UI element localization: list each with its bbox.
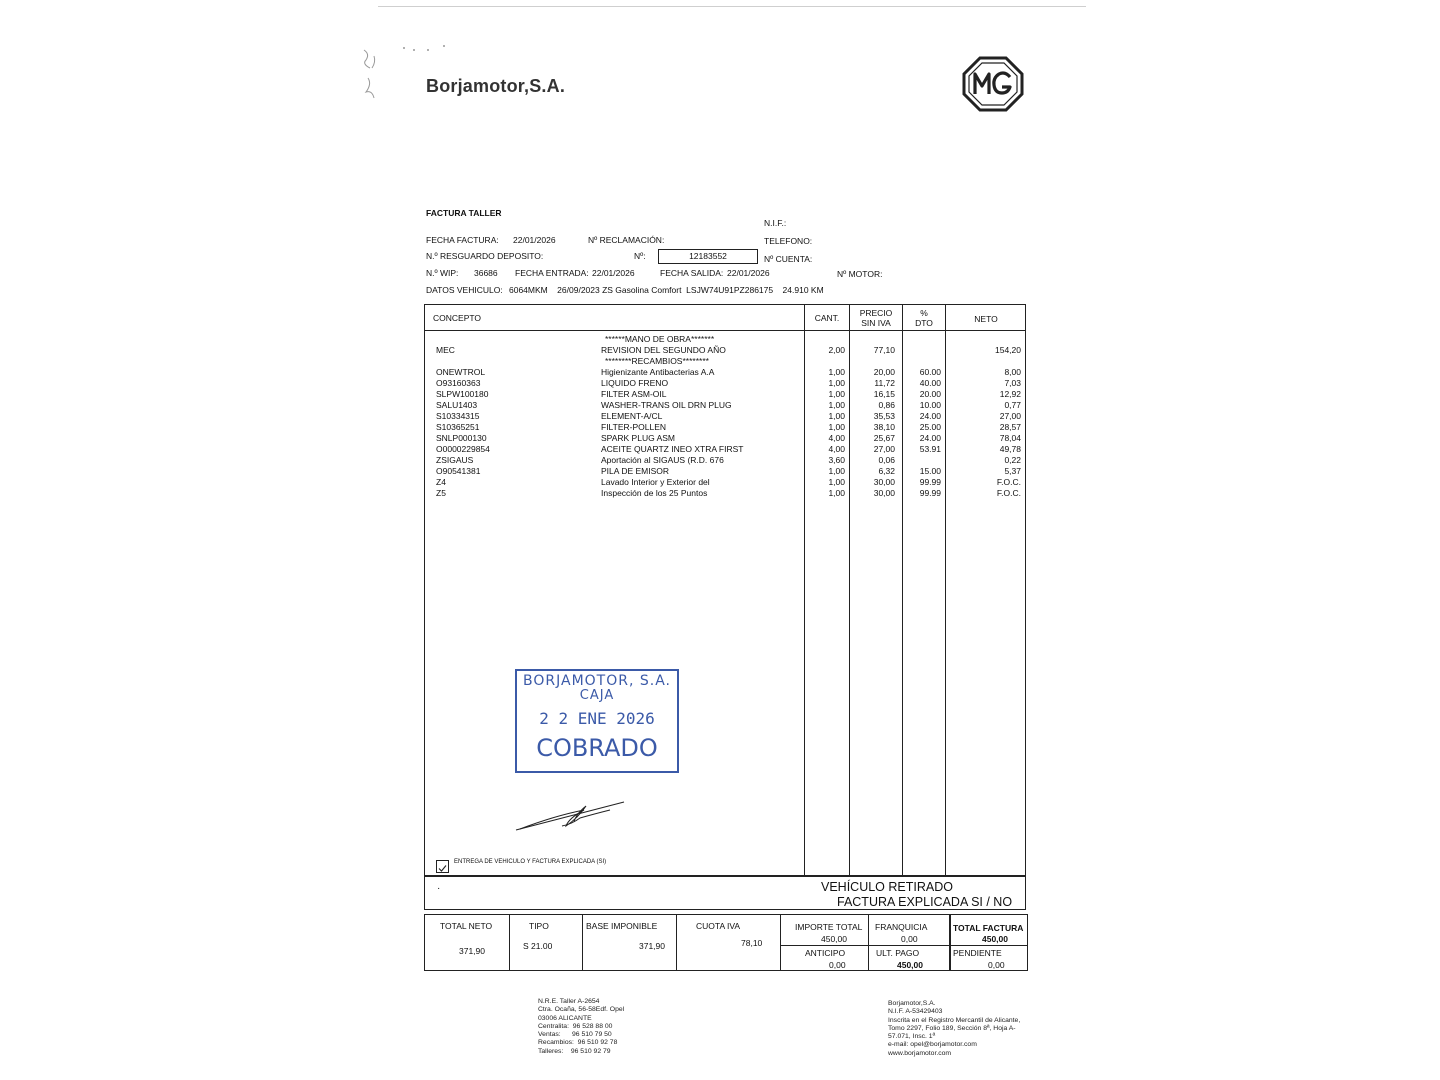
- ult-pago-value: 450,00: [897, 960, 923, 970]
- total-neto-label: TOTAL NETO: [440, 921, 493, 931]
- total-neto-value: 371,90: [459, 946, 485, 956]
- anticipo-value: 0,00: [829, 960, 846, 970]
- table-row: ONEWTROL Higienizante Antibacterias A.A 1,00 20,00 60.00 8,00: [436, 367, 1021, 377]
- numero-value: 12183552: [658, 249, 758, 264]
- dot-mark: ·: [437, 883, 441, 894]
- base-value: 371,90: [639, 941, 665, 951]
- numero-label: Nº:: [634, 251, 646, 261]
- fecha-factura-value: 22/01/2026: [513, 235, 556, 245]
- header-neto: NETO: [974, 314, 998, 324]
- tipo-value: S 21.00: [523, 941, 553, 951]
- cuota-label: CUOTA IVA: [696, 921, 741, 931]
- factura-explicada: FACTURA EXPLICADA SI / NO: [837, 895, 1013, 909]
- header-dto: % DTO: [915, 308, 933, 328]
- check-icon: [437, 863, 448, 874]
- header-cant: CANT.: [814, 313, 840, 323]
- franquicia-label: FRANQUICIA: [875, 922, 928, 932]
- mg-logo-icon: [962, 56, 1024, 112]
- resguardo-label: N.º RESGUARDO DEPOSITO:: [426, 251, 544, 261]
- fecha-salida-value: 22/01/2026: [727, 268, 770, 278]
- total-factura-label: TOTAL FACTURA: [953, 923, 1024, 933]
- importe-label: IMPORTE TOTAL: [795, 922, 863, 932]
- fecha-factura-label: FECHA FACTURA:: [426, 235, 499, 245]
- cuenta-label: Nº CUENTA:: [764, 254, 813, 264]
- reclamacion-label: Nº RECLAMACIÓN:: [588, 235, 665, 245]
- header-precio: PRECIO SIN IVA: [859, 308, 893, 328]
- total-factura-value: 450,00: [982, 934, 1008, 944]
- anticipo-label: ANTICIPO: [805, 948, 846, 958]
- tipo-label: TIPO: [529, 921, 549, 931]
- telefono-label: TELEFONO:: [764, 236, 813, 246]
- base-label: BASE IMPONIBLE: [586, 921, 658, 931]
- table-row: ZSIGAUS Aportación al SIGAUS (R.D. 676 3,60 0,06 0,22: [436, 455, 1021, 465]
- wip-value: 36686: [474, 268, 498, 278]
- section-mano-obra: ******MANO DE OBRA*******: [605, 334, 715, 344]
- motor-label: Nº MOTOR:: [837, 269, 883, 279]
- footer-company-info: Borjamotor,S.A. N.I.F. A-53429403 Inscrita en el Registro Mercantil de Alicante, Tomo 2297, Folio 189, Sección 8ª, Hoja A- 57.071, Insc. 1ª e-mail: opel@borjamotor.com www.borjamotor.com: [888, 1000, 1021, 1057]
- table-row-mano-obra: MEC REVISION DEL SEGUNDO AÑO 2,00 77,10 154,20: [436, 345, 1021, 355]
- company-name: Borjamotor,S.A.: [426, 76, 566, 96]
- section-recambios: ********RECAMBIOS********: [605, 356, 709, 366]
- table-row: S10365251 FILTER-POLLEN 1,00 38,10 25.00 28,57: [436, 422, 1021, 432]
- totals-table: [424, 914, 1028, 971]
- ult-pago-label: ULT. PAGO: [876, 948, 920, 958]
- stamp-company: BORJAMOTOR, S.A.: [523, 673, 671, 689]
- header-concepto: CONCEPTO: [433, 313, 482, 323]
- table-row: SALU1403 WASHER-TRANS OIL DRN PLUG 1,00 0,86 10.00 0,77: [436, 400, 1021, 410]
- delivery-checkbox[interactable]: [436, 860, 449, 873]
- table-row: SNLP000130 SPARK PLUG ASM 4,00 25,67 24.00 78,04: [436, 433, 1021, 443]
- table-row: Z4 Lavado Interior y Exterior del 1,00 30,00 99.99 F.O.C.: [436, 477, 1021, 487]
- table-row: Z5 Inspección de los 25 Puntos 1,00 30,00 99.99 F.O.C.: [436, 488, 1021, 498]
- stamp-date: 2 2 ENE 2026: [539, 709, 655, 728]
- pendiente-value: 0,00: [988, 960, 1005, 970]
- nif-label: N.I.F.:: [764, 218, 787, 228]
- fecha-entrada-value: 22/01/2026: [592, 268, 635, 278]
- table-row: S10334315 ELEMENT-A/CL 1,00 35,53 24.00 27,00: [436, 411, 1021, 421]
- fecha-salida-label: FECHA SALIDA:: [660, 268, 724, 278]
- table-row: O0000229854 ACEITE QUARTZ INEO XTRA FIRST 4,00 27,00 53.91 49,78: [436, 444, 1021, 454]
- signature: [514, 796, 634, 836]
- stamp-caja: CAJA: [579, 688, 615, 703]
- cobrado-stamp: [515, 669, 679, 773]
- pendiente-label: PENDIENTE: [953, 948, 1002, 958]
- stamp-cobrado: COBRADO: [536, 734, 658, 762]
- importe-value: 450,00: [821, 934, 847, 944]
- doc-title: FACTURA TALLER: [426, 208, 502, 218]
- vehiculo-retirado: VEHÍCULO RETIRADO: [821, 880, 953, 894]
- table-row: O90541381 PILA DE EMISOR 1,00 6,32 15.00 5,37: [436, 466, 1021, 476]
- top-border-line: [378, 6, 1086, 7]
- datos-vehiculo-value: 6064MKM 26/09/2023 ZS Gasolina Comfort LSJW74U91PZ286175 24.910 KM: [509, 285, 824, 295]
- franquicia-value: 0,00: [901, 934, 918, 944]
- fecha-entrada-label: FECHA ENTRADA:: [515, 268, 589, 278]
- wip-label: N.º WIP:: [426, 268, 459, 278]
- checkbox-label: ENTREGA DE VEHICULO Y FACTURA EXPLICADA (SI): [454, 859, 607, 865]
- table-row: SLPW100180 FILTER ASM-OIL 1,00 16,15 20.00 12,92: [436, 389, 1021, 399]
- cuota-value: 78,10: [741, 938, 763, 948]
- datos-vehiculo-label: DATOS VEHICULO:: [426, 285, 503, 295]
- footer-workshop-info: N.R.E. Taller A-2654 Ctra. Ocaña, 56-58Edf. Opel 03006 ALICANTE Centralita: 96 528 88 00 Ventas: 96 510 79 50 Recambios: 96 510 92 78 Talleres: 96 510 92 79: [538, 998, 625, 1055]
- table-row: O93160363 LIQUIDO FRENO 1,00 11,72 40.00 7,03: [436, 378, 1021, 388]
